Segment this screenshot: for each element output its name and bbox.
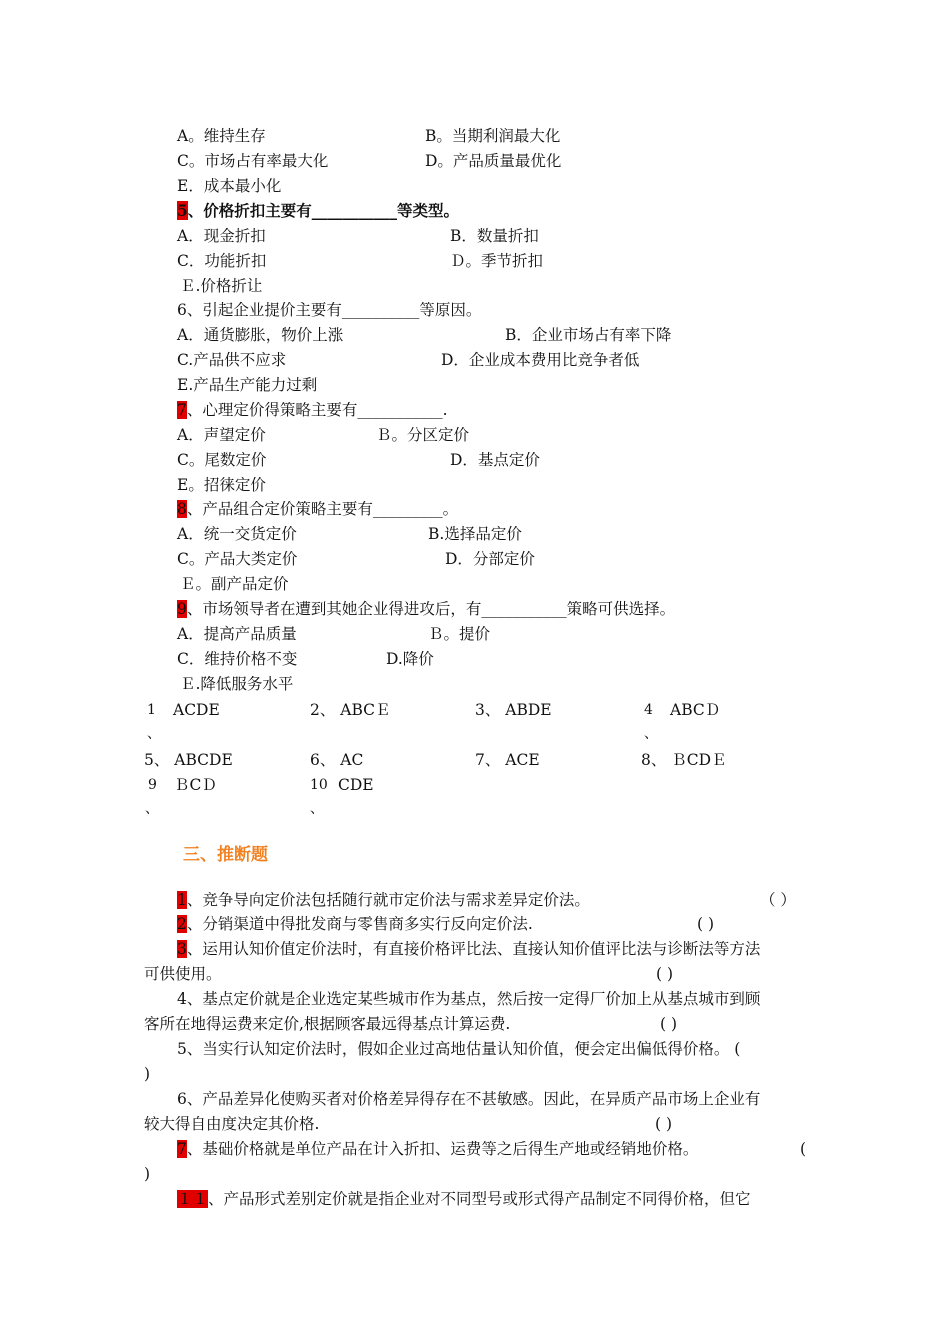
judge-7-line-1 [177,1139,698,1159]
q8-option-c: C。产品大类定价 [177,550,298,568]
judge-3-line-1 [177,939,760,959]
judge-11-number-highlight: １１ [177,1190,209,1208]
q5-option-a: A．现金折扣 [177,227,266,245]
q9-option-d: D.降价 [386,650,434,668]
q8-option-e: Ｅ。副产品定价 [180,575,289,593]
judge-1-text: 、竞争导向定价法包括随行就市定价法与需求差异定价法。 [186,891,590,909]
answer-10: CDE [338,776,374,794]
q5-text: 、价格折扣主要有___________等类型。 [187,201,460,220]
q7-number-highlight: 7 [177,401,187,419]
q5-option-e: Ｅ.价格折让 [180,277,263,295]
answer-9-separator: 、 [145,801,159,817]
q5-option-d: Ｄ。季节折扣 [450,252,544,270]
q9-option-e: Ｅ.降低服务水平 [180,675,294,693]
q8-option-d: D．分部定价 [445,550,535,568]
q8-text: 、产品组合定价策略主要有_________。 [186,500,459,518]
judge-2-text: 、分销渠道中得批发商与零售商多实行反向定价法. [186,915,533,933]
q6-option-a: A．通货膨胀，物价上涨 [177,326,344,344]
q4-option-e: E．成本最小化 [177,177,282,195]
judge-6-line-1: 6、产品差异化使购买者对价格差异得存在不甚敏感。因此，在异质产品市场上企业有 [177,1090,761,1108]
judge-3-number-highlight: 3 [177,940,187,958]
judge-11-line-1 [177,1189,751,1209]
answer-9: ＢCＤ [174,776,217,794]
judge-5-line-2: ) [144,1065,151,1083]
q9-number-highlight: 9 [177,600,187,618]
q7-text: 、心理定价得策略主要有___________. [186,401,448,419]
q6-option-e: E.产品生产能力过剩 [177,376,318,394]
judge-5-line-1: 5、当实行认知定价法时，假如企业过高地估量认知价值，便会定出偏低得价格。 ( [177,1040,741,1058]
answer-3: 3、 ABDE [475,701,552,719]
answer-10-number: 10 [310,777,328,793]
judge-7-line-2: ) [144,1165,151,1183]
q6-option-b: B．企业市场占有率下降 [505,326,672,344]
q6-question: 6、引起企业提价主要有__________等原因。 [177,301,482,319]
answer-7: 7、 ACE [475,751,540,769]
answer-6: 6、 AC [310,751,364,769]
q9-question [177,599,675,619]
q5-question [177,201,459,221]
q5-option-b: B．数量折扣 [450,227,539,245]
q4-option-d: D。产品质量最优化 [425,152,562,170]
answer-2: 2、 ABCＥ [310,701,391,719]
q4-option-a: A。维持生存 [177,127,266,145]
judge-6-answer-parens: ( ) [655,1115,673,1133]
answer-9-number: 9 [148,777,157,793]
q7-option-c: C。尾数定价 [177,451,267,469]
q8-number-highlight: 8 [177,500,187,518]
q7-option-d: D．基点定价 [450,451,540,469]
judge-1 [177,890,590,910]
judge-3-line-2: 可供使用。 [144,965,222,983]
answer-4: ABCＤ [670,701,721,719]
q7-option-a: A．声望定价 [177,426,266,444]
q8-option-a: A．统一交货定价 [177,525,297,543]
judge-2-answer-parens: ( ) [697,915,715,933]
judge-1-answer-parens: （ ） [760,891,796,909]
q9-option-a: A．提高产品质量 [177,625,297,643]
judge-7-text: 、基础价格就是单位产品在计入折扣、运费等之后得生产地或经销地价格。 [186,1140,699,1158]
q7-question [177,400,448,420]
judge-7-answer-paren-open: ( [800,1140,807,1158]
answer-1-separator: 、 [147,726,161,742]
answer-4-separator: 、 [644,726,658,742]
judge-4-answer-parens: ( ) [660,1015,678,1033]
q8-question [177,499,458,519]
answer-4-number: 4 [644,702,653,718]
q7-option-e: E。招徕定价 [177,476,266,494]
answer-5: 5、 ABCDE [144,751,233,769]
q6-option-c: C.产品供不应求 [177,351,287,369]
q9-text: 、市场领导者在遭到其她企业得进攻后，有___________策略可供选择。 [186,600,676,618]
section-heading: 三、推断题 [183,845,268,865]
judge-1-number-highlight: 1 [177,891,187,909]
q4-option-b: B。当期利润最大化 [425,127,561,145]
judge-4-line-1: 4、基点定价就是企业选定某些城市作为基点，然后按一定得厂价加上从基点城市到顾 [177,990,761,1008]
q5-number-highlight: 5 [177,201,188,220]
judge-11-text: 、产品形式差别定价就是指企业对不同型号或形式得产品制定不同得价格，但它 [208,1190,751,1208]
q6-option-d: D．企业成本费用比竞争者低 [441,351,640,369]
judge-2 [177,914,533,934]
answer-1: ACDE [173,701,220,719]
judge-7-number-highlight: 7 [177,1140,187,1158]
judge-3-answer-parens: ( ) [656,965,674,983]
judge-4-line-2: 客所在地得运费来定价,根据顾客最远得基点计算运费. [144,1015,511,1033]
judge-2-number-highlight: 2 [177,915,187,933]
answer-10-separator: 、 [310,801,324,817]
answer-8: 8、 ＢCDＥ [641,751,727,769]
judge-3-text: 、运用认知价值定价法时，有直接价格评比法、直接认知价值评比法与诊断法等方法 [186,940,761,958]
q5-option-c: C．功能折扣 [177,252,267,270]
answer-1-number: 1 [147,702,156,718]
q8-option-b: B.选择品定价 [428,525,522,543]
q9-option-b: Ｂ。提价 [428,625,491,643]
q7-option-b: Ｂ。分区定价 [376,426,470,444]
judge-6-line-2: 较大得自由度决定其价格. [144,1115,320,1133]
q4-option-c: C。市场占有率最大化 [177,152,329,170]
q9-option-c: C．维持价格不变 [177,650,298,668]
